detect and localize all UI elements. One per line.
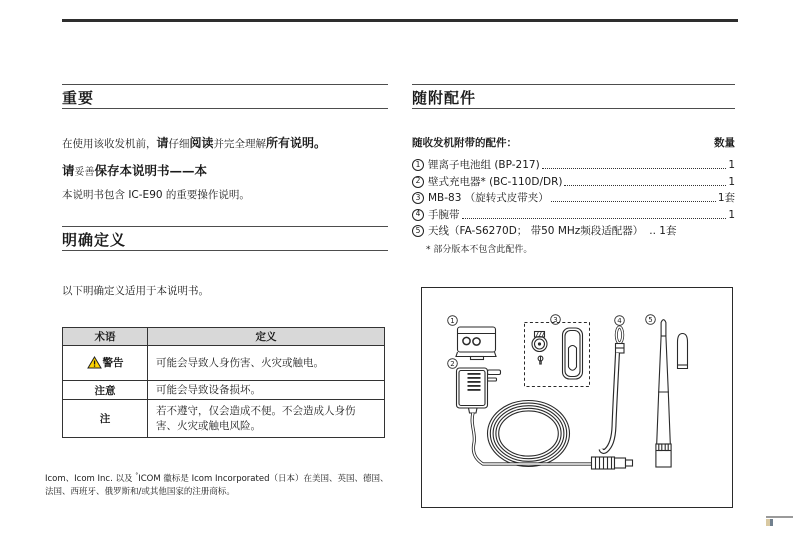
col-header-definition: 定义 <box>148 328 385 346</box>
quantity-header-label: 数量 <box>714 137 735 149</box>
section-definitions <box>62 226 388 438</box>
icom-logo-text: ICOM <box>138 473 161 484</box>
accessories-figure <box>421 287 733 508</box>
table-row <box>63 400 385 438</box>
list-header-label: 随收发机附带的配件： <box>412 137 517 149</box>
circled-number-icon: 2 <box>412 176 424 188</box>
circled-number-icon: 4 <box>412 209 424 221</box>
left-column <box>62 84 388 438</box>
definition-cell: 若不遵守，仅会造成不便。不会造成人身伤害、火灾或触电风险。 <box>148 400 385 438</box>
trademark-run: 徽标是 Icom Incorporated（日本）在美国、英国、德国、法国、西班牙、俄罗斯和/或其他国家的注册商标。 <box>45 473 389 498</box>
accessory-qty: .. 1套 <box>649 225 677 237</box>
leader-dots <box>542 157 727 169</box>
term-warning-cell <box>63 346 148 381</box>
accessory-item <box>412 223 735 240</box>
figure-label-1 <box>448 315 458 325</box>
important-title: 重要 <box>62 85 388 109</box>
registered-circle-mark: ° <box>135 471 139 479</box>
figure-label-5 <box>646 314 656 324</box>
accessory-qty: 1 <box>728 175 735 188</box>
accessories-footnote: * 部分版本不包含此配件。 <box>426 244 533 255</box>
hand-strap-drawing <box>601 327 624 451</box>
definitions-table <box>62 327 385 438</box>
page-corner-marker <box>766 519 773 526</box>
accessories-illustration <box>422 288 732 507</box>
accessories-list <box>412 157 735 240</box>
important-para1 <box>62 136 388 151</box>
cable-coil <box>488 400 570 466</box>
para1-run: 阅读 <box>189 136 214 150</box>
accessory-label: 壁式充电器* (BC-110D/DR) <box>428 175 563 188</box>
para2-run: 保存本说明书——本 <box>94 163 208 178</box>
figure-label-4 <box>615 315 625 325</box>
accessory-label: 锂离子电池组 (BP-217) <box>428 159 540 171</box>
warning-triangle-icon <box>87 356 102 369</box>
accessory-label: 天线（FA-S6270D； 带50 MHz频段适配器） <box>428 225 644 237</box>
leader-dots <box>564 174 726 186</box>
term-label: 警告 <box>102 356 124 369</box>
accessory-item <box>412 207 735 224</box>
col-header-term: 术语 <box>63 328 148 346</box>
svg-text:1: 1 <box>450 316 455 325</box>
definition-cell: 可能会导致设备损坏。 <box>148 381 385 400</box>
accessory-label: MB-83 （旋转式皮带夹） <box>428 192 549 204</box>
accessories-list-header <box>412 135 735 150</box>
definitions-title: 明确定义 <box>62 227 388 251</box>
table-row <box>63 346 385 381</box>
svg-text:3: 3 <box>553 315 558 324</box>
circled-number-icon: 3 <box>412 192 424 204</box>
svg-text:2: 2 <box>450 359 455 368</box>
accessory-item <box>412 157 735 174</box>
para2-run: 妥善 <box>74 167 95 178</box>
table-header-row <box>63 328 385 346</box>
accessory-qty: 1 <box>728 208 735 221</box>
para1-run: 仔细 <box>168 138 190 150</box>
section-accessories <box>412 84 735 508</box>
para1-run: 请 <box>156 136 169 150</box>
belt-clip-drawing <box>525 322 590 386</box>
term-label: 注 <box>63 400 148 438</box>
para1-run: 所有说明。 <box>266 136 327 150</box>
term-label: 注意 <box>63 381 148 400</box>
leader-dots <box>551 190 716 202</box>
circled-number-icon: 1 <box>412 159 424 171</box>
svg-text:4: 4 <box>617 316 622 325</box>
table-row <box>63 381 385 400</box>
accessory-qty: 1 <box>728 159 735 171</box>
para2-run: 请 <box>62 163 75 178</box>
accessory-label: 手腕带 <box>428 208 460 221</box>
important-para3: 本说明书包含 IC-E90 的重要操作说明。 <box>62 189 250 201</box>
circled-number-icon: 5 <box>412 225 424 237</box>
accessory-item <box>412 190 735 207</box>
svg-text:5: 5 <box>648 315 653 324</box>
antenna-drawing <box>656 319 688 466</box>
trademark-run: Icom、Icom Inc. 以及 <box>45 473 136 484</box>
band-adapter-drawing <box>678 333 688 368</box>
trademark-note <box>45 469 391 500</box>
page-corner-rule <box>766 516 793 518</box>
dc-plug <box>592 457 633 469</box>
para1-run: 在使用该收发机前， <box>62 138 157 150</box>
para1-run: 并完全理解 <box>213 138 267 150</box>
accessory-qty: 1套 <box>717 192 735 204</box>
section-important <box>62 84 388 202</box>
battery-pack-drawing <box>456 327 496 360</box>
definitions-intro: 以下明确定义适用于本说明书。 <box>62 285 209 297</box>
important-para2 <box>62 163 388 180</box>
right-column <box>412 84 735 508</box>
accessories-title: 随附配件 <box>412 85 735 109</box>
definition-cell: 可能会导致人身伤害、火灾或触电。 <box>148 346 385 381</box>
figure-label-2 <box>448 358 458 368</box>
page-top-rule <box>62 19 738 22</box>
wall-charger-drawing <box>457 368 633 469</box>
accessory-item <box>412 174 735 191</box>
leader-dots <box>462 207 727 219</box>
